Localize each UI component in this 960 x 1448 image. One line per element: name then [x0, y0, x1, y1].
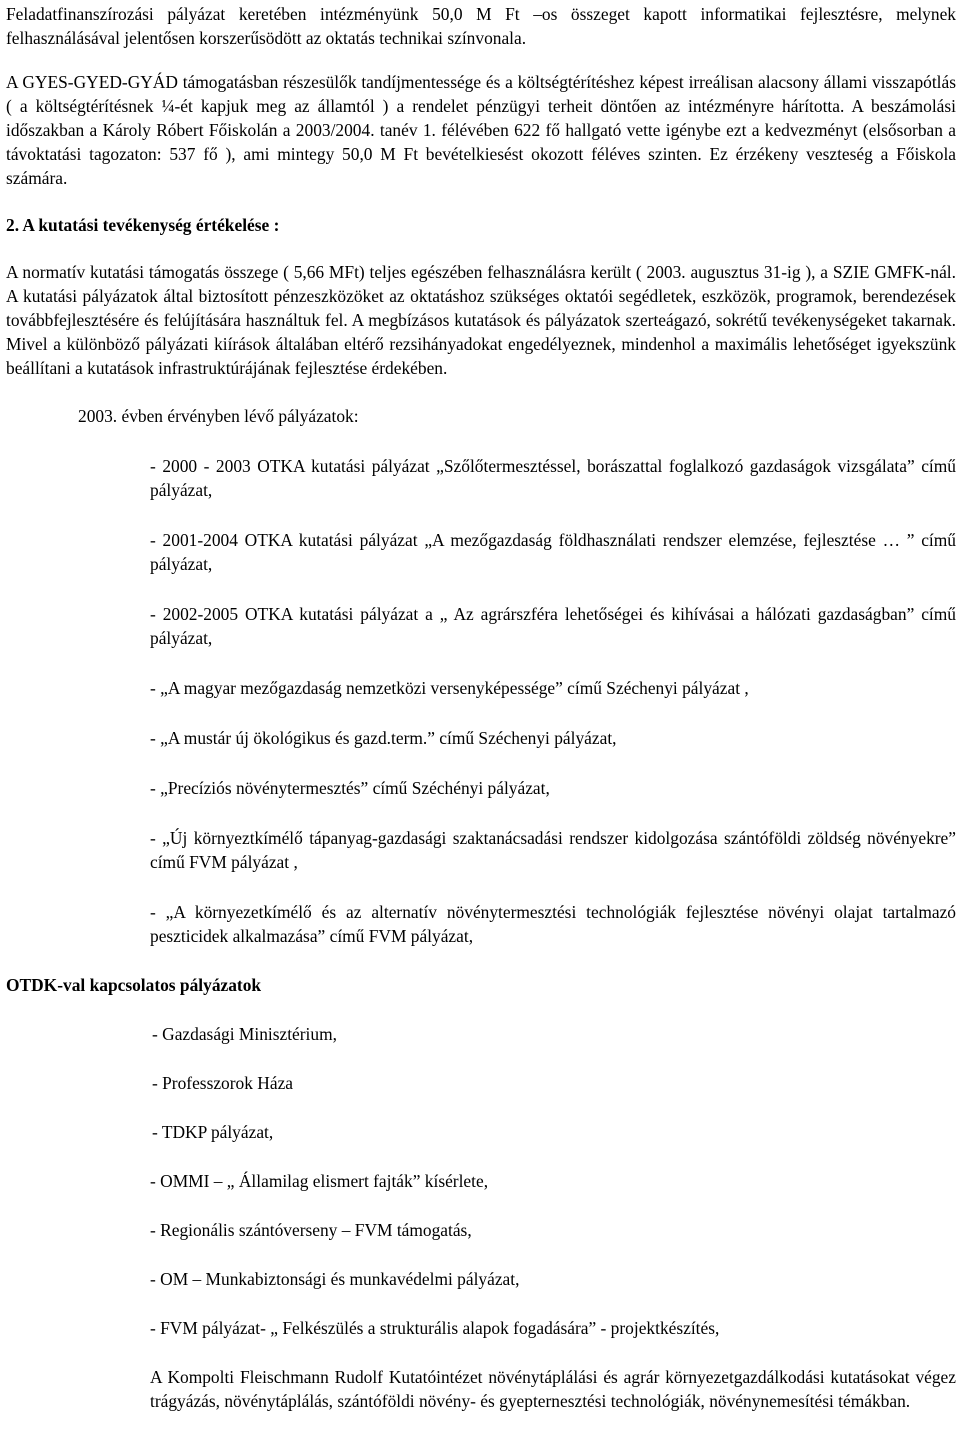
- project-item: - „Precíziós növénytermesztés” című Széchényi pályázat,: [150, 778, 550, 798]
- gyes-paragraph: A GYES-GYED-GYÁD támogatásban részesülők tandíjmentessége és a költségtérítéshez képest irreálisan alacsony állami visszapótlás ( a költségtérítésnek ¼-ét kapjuk meg az államtól ) a rendelet pénzügyi terheit döntően az intézményre hárította. A beszámolási időszakban a Károly Róbert Főiskolán a 2003/2004. tanév 1. félévében 622 fő hallgató vette igénybe ezt a kedvezményt (elsősorban a távoktatási tagozaton: 537 fő ), ami mintegy 50,0 M Ft bevételkiesést okozott féléves szinten. Ez érzékeny veszteség a Főiskola számára.: [6, 72, 956, 188]
- project-item: - „Új környeztkímélő tápanyag-gazdasági szaktanácsadási rendszer kidolgozása szántóföldi zöldség növényekre” című FVM pályázat ,: [150, 828, 956, 872]
- otdk-item: - OM – Munkabiztonsági és munkavédelmi pályázat,: [150, 1269, 520, 1289]
- otdk-item: - TDKP pályázat,: [152, 1122, 274, 1142]
- otdk-item: - Gazdasági Minisztérium,: [152, 1024, 337, 1044]
- otdk-item: - Regionális szántóverseny – FVM támogatás,: [150, 1220, 472, 1240]
- otdk-list: [6, 1022, 956, 1340]
- otdk-item: - FVM pályázat- „ Felkészülés a strukturális alapok fogadására” - projektkészítés,: [150, 1318, 720, 1338]
- research-paragraph: A normatív kutatási támogatás összege ( 5,66 MFt) teljes egészében felhasználásra került ( 2003. augusztus 31-ig ), a SZIE GMFK-nál. A kutatási pályázatok által biztosított pénzeszközöket az oktatáshoz szükséges oktatói segédletek, eszközök, programok, berendezések továbbfejlesztésére és felújítására használtuk fel. A megbízásos kutatások és pályázatok szerteágazó, sokrétű tevékenységeket takarnak. Mivel a különböző pályázati kiírások általában eltérő rezsihányadokat engedélyeznek, mindenhol a maximális lehetőséget igyekszünk beállítani a kutatások infrastruktúrájának fejlesztése érdekében.: [6, 262, 956, 378]
- document-page: [6, 2, 956, 1413]
- project-item: - „A mustár új ökológikus és gazd.term.” című Széchenyi pályázat,: [150, 728, 617, 748]
- intro-paragraph: Feladatfinanszírozási pályázat keretében intézményünk 50,0 M Ft –os összeget kapott informatikai fejlesztésre, melynek felhasználásával jelentősen korszerűsödött az oktatás technikai színvonala.: [6, 4, 956, 48]
- otdk-item: - OMMI – „ Államilag elismert fajták” kísérlete,: [150, 1171, 489, 1191]
- projects-intro: 2003. évben érvényben lévő pályázatok:: [78, 406, 359, 426]
- otdk-heading: OTDK-val kapcsolatos pályázatok: [6, 975, 262, 995]
- project-item: - 2000 - 2003 OTKA kutatási pályázat „Szőlőtermesztéssel, borászattal foglalkozó gazdaságok vizsgálata” című pályázat,: [150, 456, 956, 500]
- project-item: - „A magyar mezőgazdaság nemzetközi versenyképessége” című Széchenyi pályázat ,: [150, 678, 749, 698]
- projects-list: [6, 454, 956, 948]
- project-item: - 2002-2005 OTKA kutatási pályázat a „ Az agrárszféra lehetőségei és kihívásai a hálózati gazdaságban” című pályázat,: [150, 604, 956, 648]
- project-item: - 2001-2004 OTKA kutatási pályázat „A mezőgazdaság földhasználati rendszer elemzése, fejlesztése … ” című pályázat,: [150, 530, 956, 574]
- section-heading-research: 2. A kutatási tevékenység értékelése :: [6, 215, 280, 235]
- closing-paragraph: A Kompolti Fleischmann Rudolf Kutatóintézet növénytáplálási és agrár környezetgazdálkodási kutatásokat végez trágyázás, növénytáplálás, szántóföldi növény- és gyepternesztési technológiák, növénynemesítési témákban.: [150, 1367, 956, 1411]
- project-item: - „A környezetkímélő és az alternatív növénytermesztési technológiák fejlesztése növényi olajat tartalmazó peszticidek alkalmazása” című FVM pályázat,: [150, 902, 956, 946]
- otdk-item: - Professzorok Háza: [152, 1073, 294, 1093]
